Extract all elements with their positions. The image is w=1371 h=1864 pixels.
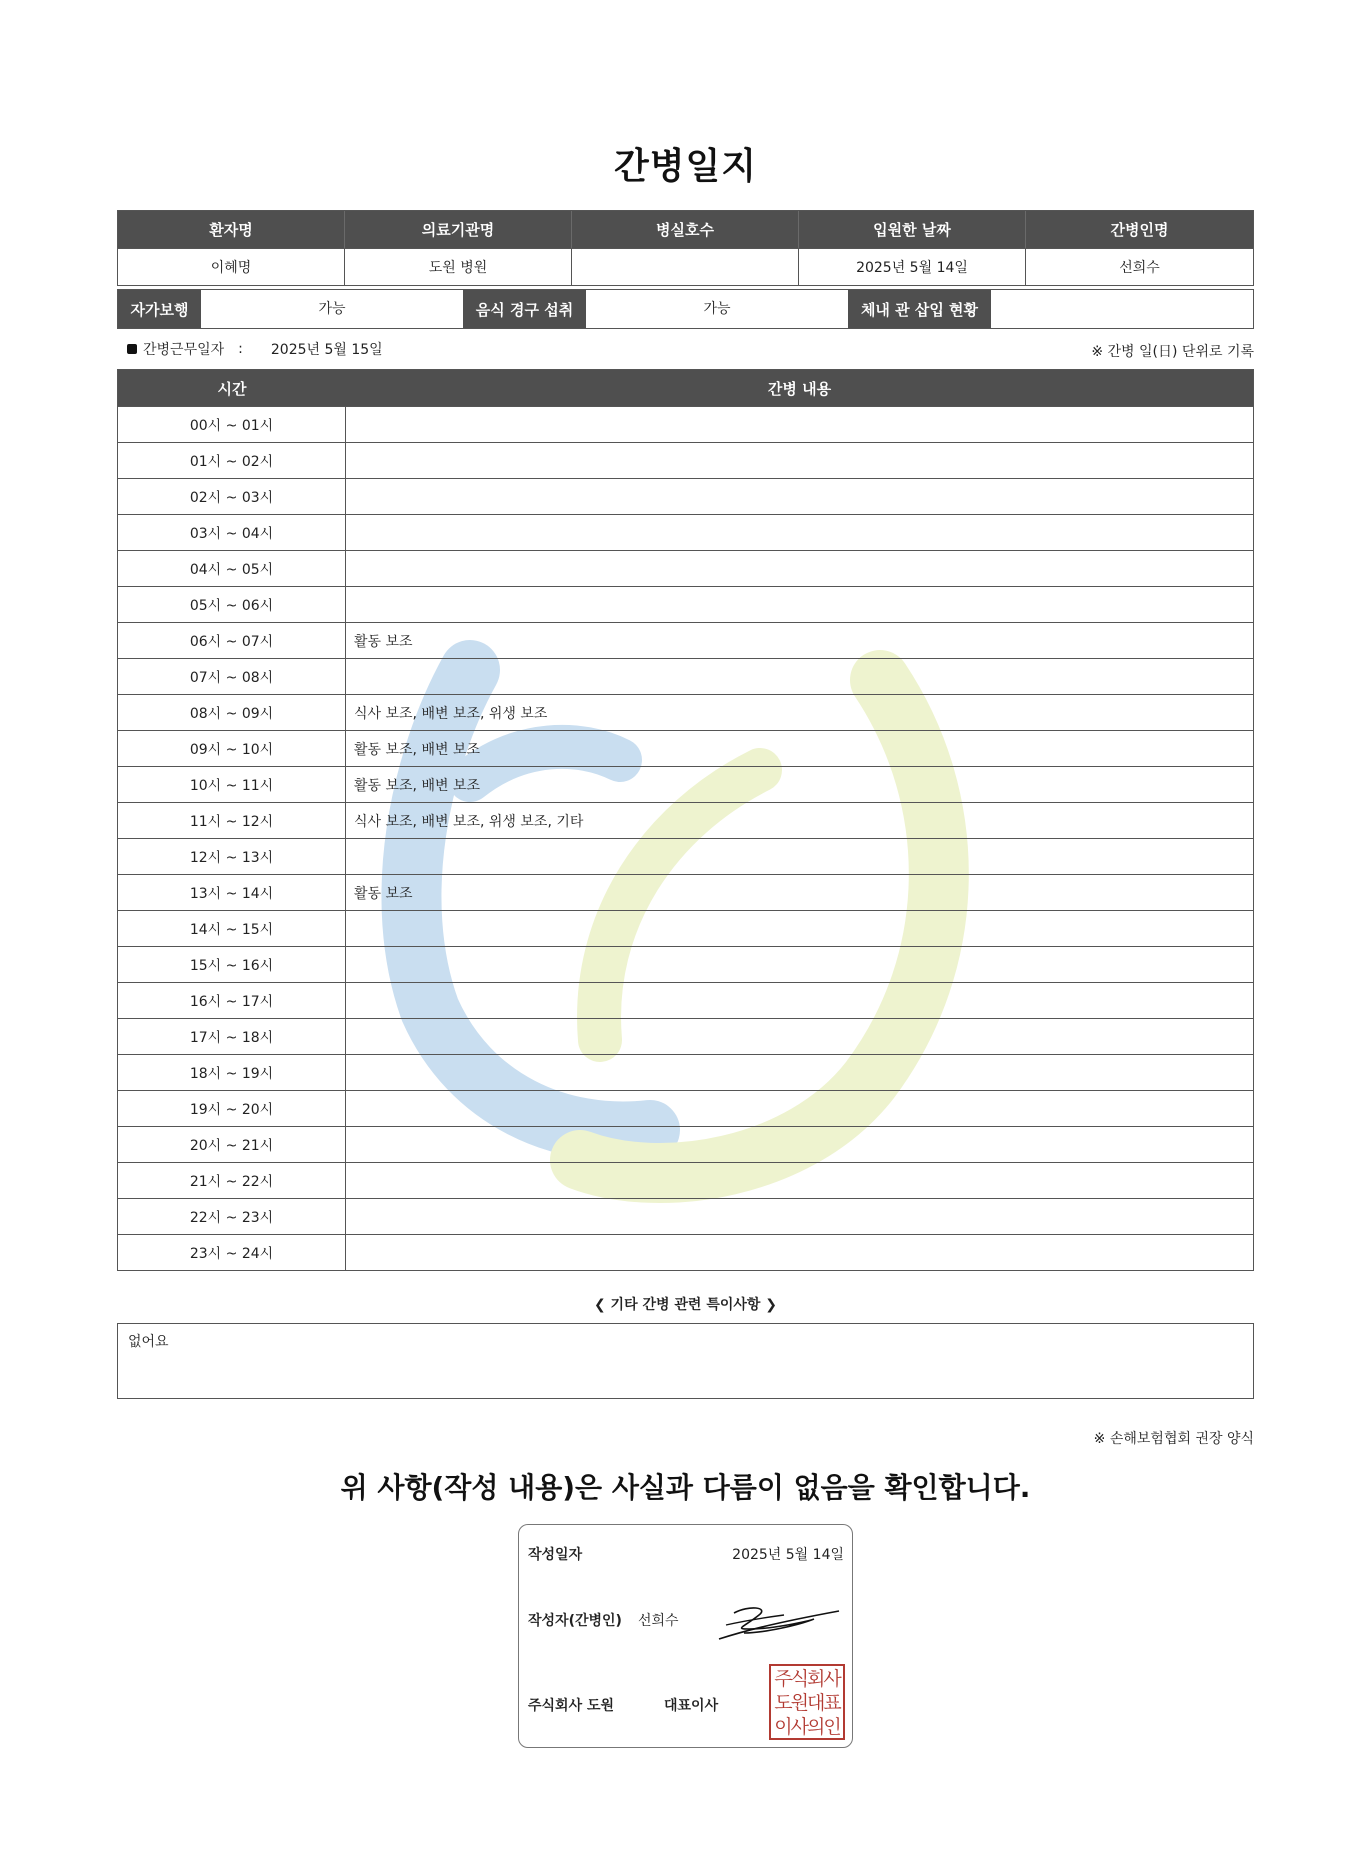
table-row — [118, 982, 1253, 1018]
notes-title: ❮ 기타 간병 관련 특이사항 ❯ — [593, 1297, 778, 1313]
sign-date-value: 2025년 5월 14일 — [732, 1547, 844, 1563]
table-row — [118, 478, 1253, 514]
time-cell: 16시 ~ 17시 — [118, 983, 346, 1018]
content-cell: 활동 보조, 배변 보조 — [354, 741, 480, 758]
seal-line-2: 도원대표 — [774, 1692, 840, 1714]
work-date — [127, 339, 383, 359]
insurance-note: ※ 손해보험협회 권장 양식 — [1093, 1431, 1254, 1447]
table-row — [118, 658, 1253, 694]
table-row — [118, 1126, 1253, 1162]
time-cell: 23시 ~ 24시 — [118, 1235, 346, 1270]
content-cell — [346, 947, 1253, 982]
content-cell — [346, 659, 1253, 694]
time-cell: 19시 ~ 20시 — [118, 1091, 346, 1126]
header-caregiver: 간병인명 — [1026, 211, 1253, 248]
table-row — [118, 442, 1253, 478]
time-cell: 18시 ~ 19시 — [118, 1055, 346, 1090]
content-cell: 활동 보조, 배변 보조 — [354, 777, 480, 794]
oral-intake-value: 가능 — [703, 301, 731, 317]
ceo-label: 대표이사 — [664, 1698, 719, 1714]
table-row — [118, 1198, 1253, 1234]
table-row — [118, 946, 1253, 982]
time-cell: 17시 ~ 18시 — [118, 1019, 346, 1054]
table-row — [118, 730, 1253, 766]
time-column-header: 시간 — [217, 379, 247, 398]
seal-line-1: 주식회사 — [774, 1668, 840, 1690]
content-cell — [346, 551, 1253, 586]
tube-value — [991, 290, 1253, 328]
sign-date-label: 작성일자 — [528, 1547, 583, 1563]
handwritten-signature — [714, 1603, 844, 1643]
time-cell: 00시 ~ 01시 — [118, 407, 346, 442]
notes-box: 없어요 — [117, 1323, 1254, 1399]
time-cell: 09시 ~ 10시 — [118, 731, 346, 766]
content-cell — [346, 1055, 1253, 1090]
value-hospital: 도원 병원 — [345, 248, 572, 285]
value-patient-name: 이혜명 — [118, 248, 345, 285]
time-cell: 07시 ~ 08시 — [118, 659, 346, 694]
oral-intake-label: 음식 경구 섭취 — [463, 290, 586, 328]
patient-status-row — [117, 289, 1254, 329]
time-cell: 08시 ~ 09시 — [118, 695, 346, 730]
table-row — [118, 874, 1253, 910]
content-cell — [346, 1127, 1253, 1162]
content-cell — [346, 1091, 1253, 1126]
content-cell — [346, 407, 1253, 442]
time-cell: 02시 ~ 03시 — [118, 479, 346, 514]
time-cell: 15시 ~ 16시 — [118, 947, 346, 982]
content-cell — [346, 587, 1253, 622]
content-column-header: 간병 내용 — [767, 379, 832, 398]
content-cell — [346, 839, 1253, 874]
content-cell: 식사 보조, 배변 보조, 위생 보조 — [354, 705, 548, 722]
time-cell: 21시 ~ 22시 — [118, 1163, 346, 1198]
content-cell — [346, 479, 1253, 514]
content-cell — [346, 911, 1253, 946]
content-cell: 활동 보조 — [354, 885, 413, 902]
table-row — [118, 406, 1253, 442]
content-cell — [346, 1019, 1253, 1054]
walk-label: 자가보행 — [118, 290, 201, 328]
value-room — [572, 248, 799, 285]
time-cell: 12시 ~ 13시 — [118, 839, 346, 874]
time-cell: 06시 ~ 07시 — [118, 623, 346, 658]
table-row — [118, 766, 1253, 802]
page-title: 간병일지 — [613, 146, 758, 187]
company-name: 주식회사 도원 — [528, 1698, 615, 1714]
content-cell — [346, 1163, 1253, 1198]
square-bullet-icon — [127, 344, 137, 354]
time-cell: 03시 ~ 04시 — [118, 515, 346, 550]
content-cell — [346, 1199, 1253, 1234]
content-cell — [346, 1235, 1253, 1270]
time-cell: 20시 ~ 21시 — [118, 1127, 346, 1162]
header-patient-name: 환자명 — [118, 211, 345, 248]
tube-label: 체내 관 삽입 현황 — [848, 290, 991, 328]
header-room: 병실호수 — [572, 211, 799, 248]
header-hospital: 의료기관명 — [345, 211, 572, 248]
table-row — [118, 910, 1253, 946]
time-cell: 10시 ~ 11시 — [118, 767, 346, 802]
table-row — [118, 622, 1253, 658]
table-row — [118, 514, 1253, 550]
content-cell: 활동 보조 — [354, 633, 413, 650]
writer-name: 선희수 — [638, 1613, 679, 1629]
unit-note: ※ 간병 일(日) 단위로 기록 — [1091, 344, 1254, 360]
writer-label: 작성자(간병인) — [528, 1613, 622, 1629]
patient-info-table — [117, 210, 1254, 286]
table-row — [118, 586, 1253, 622]
time-cell: 14시 ~ 15시 — [118, 911, 346, 946]
signature-card — [518, 1524, 853, 1748]
content-cell: 식사 보조, 배변 보조, 위생 보조, 기타 — [354, 813, 584, 830]
time-cell: 05시 ~ 06시 — [118, 587, 346, 622]
seal-line-3: 이사의인 — [774, 1716, 840, 1738]
care-schedule-table — [117, 369, 1254, 1271]
table-row — [118, 550, 1253, 586]
work-date-value: 2025년 5월 15일 — [270, 342, 383, 358]
table-row — [118, 694, 1253, 730]
work-date-label: 간병근무일자 — [143, 342, 225, 358]
table-row — [118, 838, 1253, 874]
time-cell: 11시 ~ 12시 — [118, 803, 346, 838]
table-row — [118, 1054, 1253, 1090]
walk-value: 가능 — [318, 301, 346, 317]
schedule-header — [118, 370, 1253, 406]
value-caregiver: 선희수 — [1026, 248, 1253, 285]
value-admission-date: 2025년 5월 14일 — [799, 248, 1026, 285]
table-row — [118, 1090, 1253, 1126]
company-seal-stamp — [769, 1664, 845, 1740]
content-cell — [346, 443, 1253, 478]
table-row — [118, 1234, 1253, 1270]
time-cell: 01시 ~ 02시 — [118, 443, 346, 478]
time-cell: 22시 ~ 23시 — [118, 1199, 346, 1234]
table-row — [118, 1018, 1253, 1054]
content-cell — [346, 983, 1253, 1018]
table-row — [118, 802, 1253, 838]
time-cell: 13시 ~ 14시 — [118, 875, 346, 910]
confirmation-statement: 위 사항(작성 내용)은 사실과 다름이 없음을 확인합니다. — [340, 1471, 1031, 1504]
table-row — [118, 1162, 1253, 1198]
content-cell — [346, 515, 1253, 550]
work-date-colon: : — [238, 341, 243, 357]
header-admission-date: 입원한 날짜 — [799, 211, 1026, 248]
time-cell: 04시 ~ 05시 — [118, 551, 346, 586]
